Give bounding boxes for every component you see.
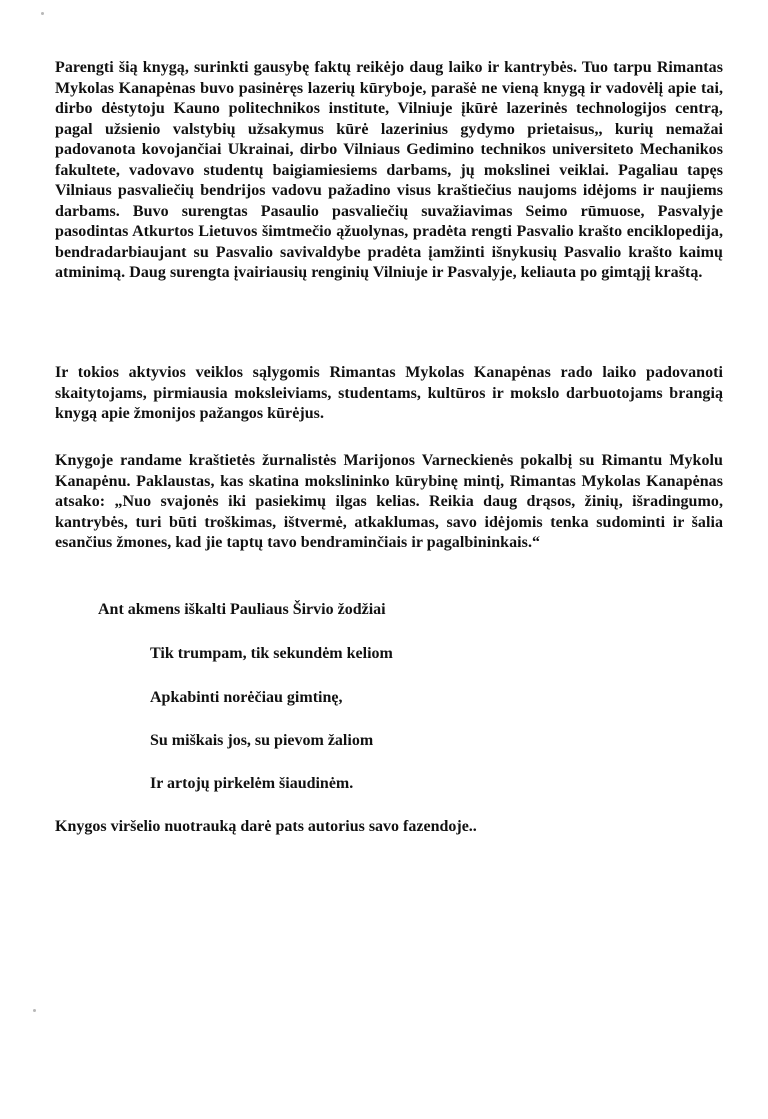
paragraph-interview: Knygoje randame kraštietės žurnalistės Marijonos Varneckienės pokalbį su Rimantu Mykolu Kanapėnu. Paklaustas, kas skatina mokslininko kūrybinę mintį, Rimantas Mykolas Kanapėnas atsako: „Nuo svajonės iki pasiekimų ilgas kelias. Reikia daug drąsos, žinių, išradingumo, kantrybės, turi būti troškimas, ištvermė, atkaklumas, savo idėjomis tenka sudominti ir šalia esančius žmones, kad jie taptų tavo bendraminčiais ir pagalbininkais.“ xyxy=(55,452,723,551)
poem-line: Apkabinti norėčiau gimtinę, xyxy=(150,689,343,706)
paragraph-author-activity: Ir tokios aktyvios veiklos sąlygomis Rimantas Mykolas Kanapėnas rado laiko padovanoti skaitytojams, pirmiausia moksleiviams, studentams, kultūros ir mokslo darbuotojams brangią knygą apie žmonijos pažangos kūrėjus. xyxy=(55,364,723,422)
poem-line: Ir artojų pirkelėm šiaudinėm. xyxy=(150,775,354,792)
scan-speck xyxy=(33,1009,36,1012)
closing-note: Knygos viršelio nuotrauką darė pats autorius savo fazendoje.. xyxy=(55,818,477,835)
poem-line: Tik trumpam, tik sekundėm keliom xyxy=(150,645,393,662)
scan-speck xyxy=(41,12,44,15)
poem-intro: Ant akmens iškalti Pauliaus Širvio žodžiai xyxy=(98,601,386,618)
poem-line: Su miškais jos, su pievom žaliom xyxy=(150,732,374,749)
paragraph-book-preparation: Parengti šią knygą, surinkti gausybę faktų reikėjo daug laiko ir kantrybės. Tuo tarpu Rimantas Mykolas Kanapėnas buvo pasinėręs lazerių kūryboje, parašė ne vieną knygą ir vadovėlį apie tai, dirbo dėstytoju Kauno politechnikos institute, Vilniuje įkūrė lazerinės technologijos centrą, pagal užsienio valstybių užsakymus kūrė lazerinius gydymo prietaisus,, kurių nemažai padovanota kovojančiai Ukrainai, dirbo Vilniaus Gedimino technikos universiteto Mechanikos fakultete, vadovavo studentų baigiamiesiems darbams, jų mokslinei veiklai. Pagaliau tapęs Vilniaus pasvaliečių bendrijos vadovu pažadino visus kraštiečius naujoms idėjoms ir naujiems darbams. Buvo surengtas Pasaulio pasvaliečių suvažiavimas Seimo rūmuose, Pasvalyje pasodintas Atkurtos Lietuvos šimtmečio ąžuolynas, pradėta rengti Pasvalio krašto enciklopedija, bendradarbiaujant su Pasvalio savivaldybe pradėta įamžinti išnykusių Pasvalio krašto kaimų atminimą. Daug surengta įvairiausių renginių Vilniuje ir Pasvalyje, keliauta po gimtąjį kraštą. xyxy=(55,59,723,281)
